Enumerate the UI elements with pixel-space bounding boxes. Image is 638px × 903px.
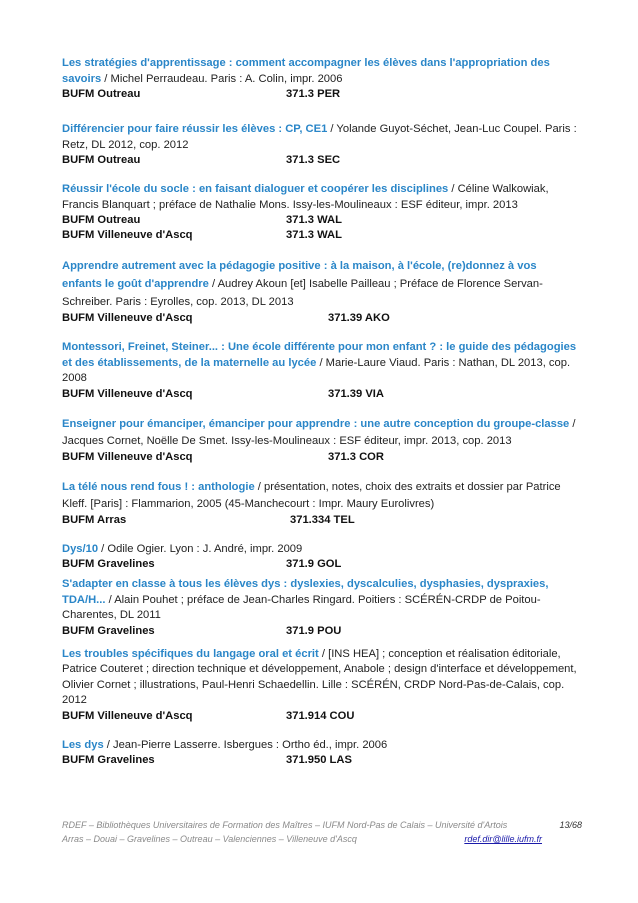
entry [62,340,578,402]
library-name: BUFM Outreau [62,88,141,100]
bibliography-list [62,56,578,782]
entry [62,577,578,639]
entry [62,542,578,573]
call-number: 371.3 PER [286,88,341,100]
library-name: BUFM Villeneuve d'Ascq [62,450,193,463]
call-number: 371.9 GOL [286,558,342,570]
entry-description: / présentation, notes, choix des extraits et dossier par Patrice Kleff. [Paris] : Flammarion, 2005 (45-Manchecourt : Impr. Maury Eurolivres) [62,480,561,510]
holding [62,513,578,528]
holding [62,557,578,572]
holding [62,153,578,168]
entry [62,122,578,168]
entry-title[interactable]: Enseigner pour émanciper, émanciper pour apprendre : une autre conception du groupe-classe [62,417,570,430]
library-name: BUFM Gravelines [62,558,155,570]
entry [62,647,578,724]
call-number: 371.950 LAS [286,754,352,766]
entry-description: / Odile Ogier. Lyon : J. André, impr. 2009 [98,542,303,555]
footer-institution: RDEF – Bibliothèques Universitaires de Formation des Maîtres – IUFM Nord-Pas de Calais – Université d'Artois [62,820,508,830]
library-name: BUFM Villeneuve d'Ascq [62,229,193,241]
entry-title[interactable]: La télé nous rend fous ! : anthologie [62,480,255,493]
holding [62,753,578,768]
holding [62,624,578,639]
library-name: BUFM Gravelines [62,624,155,637]
entry-description: / Jacques Cornet, Noëlle De Smet. Issy-les-Moulineaux : ESF éditeur, impr. 2013, cop. 2013 [62,417,576,447]
library-name: BUFM Villeneuve d'Ascq [62,387,193,400]
entry-description: / [INS HEA] ; conception et réalisation éditoriale, Patrice Couteret ; direction technique et développement, Anabole ; design d'interface et développement, Olivier Cornet ; illustrations, Paul-Henri Schaedellin. Lille : SCÉRÉN, CRDP Nord-Pas-de-Calais, cop. 2012 [62,647,577,706]
holding [62,709,578,724]
entry [62,257,578,326]
entry-title[interactable]: Réussir l'école du socle : en faisant dialoguer et coopérer les disciplines [62,183,449,195]
page-number: 13/68 [559,820,582,830]
entry [62,416,578,465]
entry-description: / Yolande Guyot-Séchet, Jean-Luc Coupel. Paris : Retz, DL 2012, cop. 2012 [62,123,577,151]
page-footer [62,818,582,846]
entry-description: / Marie-Laure Viaud. Paris : Nathan, DL 2013, cop. 2008 [62,356,571,384]
footer-email-link[interactable]: rdef.dir@lille.iufm.fr [464,834,542,844]
entry-title[interactable]: Les dys [62,738,104,751]
footer-locations: Arras – Douai – Gravelines – Outreau – Valenciennes – Villeneuve d'Ascq [62,834,357,844]
library-name: BUFM Gravelines [62,754,155,766]
entry-description: / Jean-Pierre Lasserre. Isbergues : Ortho éd., impr. 2006 [103,738,388,751]
call-number: 371.3 WAL [286,214,342,226]
entry [62,182,578,243]
entry-title[interactable]: Dys/10 [62,542,99,555]
call-number: 371.3 COR [328,450,384,463]
entry-description: / Michel Perraudeau. Paris : A. Colin, impr. 2006 [101,72,343,85]
entry-title[interactable]: Apprendre autrement avec la pédagogie positive : à la maison, à l'école, (re)donnez à vos enfants le goût d'apprendre [62,260,537,290]
entry-title[interactable]: Différencier pour faire réussir les élèves : CP, CE1 [62,123,328,135]
call-number: 371.3 WAL [286,229,342,241]
entry-description: / Alain Pouhet ; préface de Jean-Charles Ringard. Poitiers : SCÉRÉN-CRDP de Poitou-Charentes, DL 2011 [62,593,541,621]
entry-title[interactable]: Les troubles spécifiques du langage oral et écrit [62,647,319,660]
entry [62,738,578,769]
entry-title[interactable]: Montessori, Freinet, Steiner... : Une école différente pour mon enfant ? : le guide des pédagogies et des établissements, de la maternelle au lycée [62,341,577,369]
library-name: BUFM Villeneuve d'Ascq [62,709,193,722]
library-name: BUFM Outreau [62,214,141,226]
holding [62,387,578,402]
holding [62,228,578,243]
entry-title[interactable]: Les stratégies d'apprentissage : comment accompagner les élèves dans l'appropriation des savoirs [62,57,550,85]
entry [62,479,578,528]
entry-description: / Audrey Akoun [et] Isabelle Pailleau ; Préface de Florence Servan-Schreiber. Paris : Eyrolles, cop. 2013, DL 2013 [62,278,543,308]
holding [62,213,578,228]
holding [62,450,578,465]
call-number: 371.914 COU [286,709,355,722]
library-name: BUFM Arras [62,513,127,526]
call-number: 371.39 VIA [328,387,384,400]
call-number: 371.3 SEC [286,154,341,166]
call-number: 371.39 AKO [328,312,390,324]
entry [62,56,578,102]
call-number: 371.334 TEL [290,513,355,526]
holding [62,311,578,326]
entry-title[interactable]: S'adapter en classe à tous les élèves dys : dyslexies, dyscalculies, dysphasies, dyspraxies, TDA/H... [62,578,549,606]
library-name: BUFM Outreau [62,154,141,166]
call-number: 371.9 POU [286,624,342,637]
entry-description: / Céline Walkowiak, Francis Blanquart ; préface de Nathalie Mons. Issy-les-Moulineaux : ESF éditeur, impr. 2013 [62,183,549,211]
holding [62,87,578,102]
library-name: BUFM Villeneuve d'Ascq [62,312,193,324]
